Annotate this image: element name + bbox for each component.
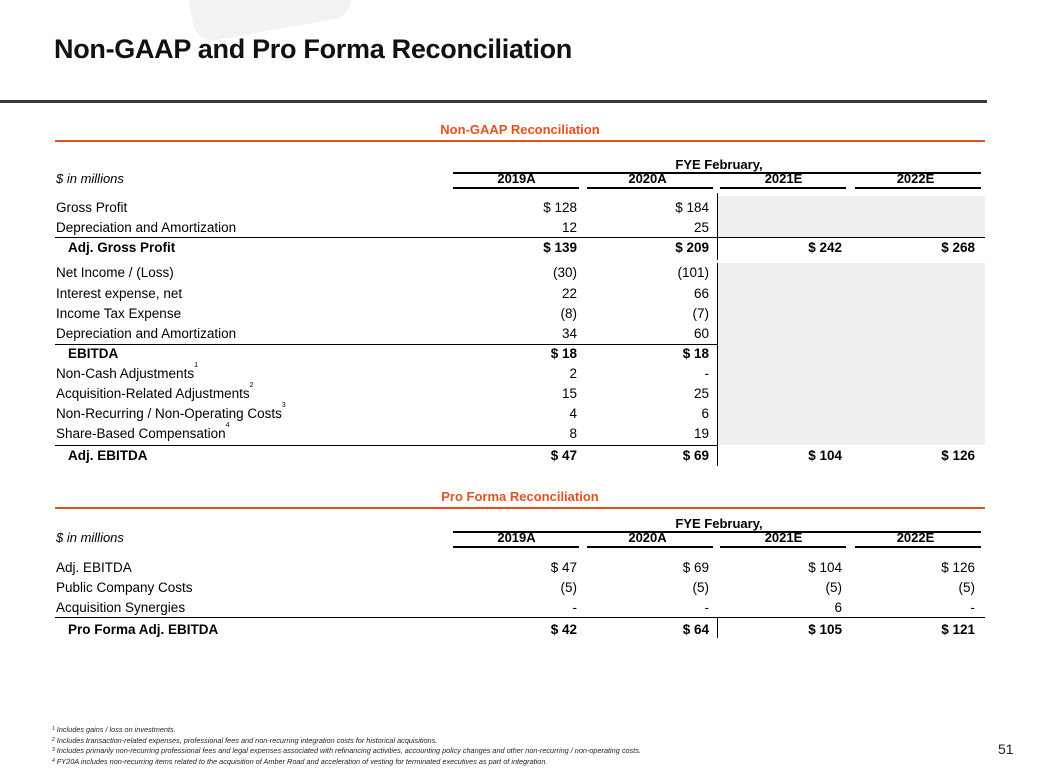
row-label <box>68 346 118 361</box>
column-header-underline <box>720 546 846 548</box>
fye-label: FYE February, <box>675 157 763 172</box>
cell-value: $ 47 <box>550 448 577 463</box>
cell-value: $ 42 <box>550 622 577 637</box>
footnote <box>52 746 641 757</box>
cell-value: $ 126 <box>941 560 975 575</box>
row-label <box>56 200 127 215</box>
row-label-text: Income Tax Expense <box>56 306 182 321</box>
row-label <box>56 265 174 280</box>
column-header-underline <box>587 546 713 548</box>
row-label-text: Non-Cash Adjustments <box>56 366 195 381</box>
cell-value: $ 126 <box>941 448 975 463</box>
cell-value: - <box>704 600 709 615</box>
row-label <box>68 240 175 255</box>
actual-estimate-divider <box>717 193 718 260</box>
cell-value: $ 18 <box>682 346 709 361</box>
row-label <box>56 286 182 301</box>
row-divider <box>55 617 985 618</box>
cell-value: $ 104 <box>808 560 842 575</box>
non_gaap-title-line <box>55 140 985 142</box>
cell-value: (101) <box>677 265 709 280</box>
cell-value: - <box>572 600 577 615</box>
row-label-text: Acquisition-Related Adjustments <box>56 386 250 401</box>
row-label <box>56 326 236 341</box>
footnote-text: Includes transaction-related expenses, professional fees and non-recurring integration costs for historical acquisitions. <box>54 735 438 745</box>
row-label-text: EBITDA <box>68 346 119 361</box>
footnote-text: Includes gains / loss on investments. <box>54 725 176 734</box>
row-label-text: Adj. EBITDA <box>56 560 132 575</box>
row-label-text: Interest expense, net <box>56 286 183 301</box>
cell-value: (5) <box>958 580 975 595</box>
page-number: 51 <box>998 741 1014 757</box>
footnote-number: 1 <box>52 726 55 732</box>
row-label-text: Net Income / (Loss) <box>56 265 174 280</box>
cell-value: 15 <box>561 386 577 401</box>
cell-value: $ 105 <box>808 622 842 637</box>
cell-value: 34 <box>561 326 577 341</box>
cell-value: (8) <box>560 306 577 321</box>
cell-value: $ 128 <box>543 200 577 215</box>
cell-value: $ 121 <box>941 622 975 637</box>
actual-estimate-divider <box>717 617 718 638</box>
cell-value: - <box>704 366 709 381</box>
cell-value: $ 64 <box>682 622 709 637</box>
row-label <box>56 402 286 421</box>
row-divider <box>55 445 718 446</box>
cell-value: 25 <box>693 386 709 401</box>
row-label-text: Adj. Gross Profit <box>68 240 176 255</box>
row-label-text: Public Company Costs <box>56 580 193 595</box>
page-title: Non-GAAP and Pro Forma Reconciliation <box>54 34 572 64</box>
actual-estimate-divider <box>717 263 718 466</box>
row-label-text: Share-Based Compensation <box>56 426 226 441</box>
footnotes <box>52 725 641 767</box>
row-label-text: Pro Forma Adj. EBITDA <box>68 622 219 637</box>
column-header-underline <box>453 187 579 189</box>
estimate-shade <box>718 263 985 445</box>
row-label <box>56 382 254 401</box>
row-label <box>56 580 193 595</box>
row-label <box>56 306 181 321</box>
cell-value: - <box>970 600 975 615</box>
title-divider <box>0 100 987 103</box>
cell-value: (5) <box>825 580 842 595</box>
column-header-underline <box>855 187 981 189</box>
cell-value: (30) <box>552 265 577 280</box>
column-header-2019A: 2019A <box>497 530 536 545</box>
row-label <box>56 220 236 235</box>
cell-value: $ 242 <box>808 240 842 255</box>
footnote-marker: 1 <box>194 362 198 369</box>
footnote-text: FY20A includes non-recurring items related to the acquisition of Amber Road and acceleration of vesting for terminated executives as part of integration. <box>54 756 548 766</box>
row-label <box>56 600 185 615</box>
row-label-text: Non-Recurring / Non-Operating Costs <box>56 406 282 421</box>
cell-value: $ 18 <box>550 346 577 361</box>
column-header-underline <box>587 187 713 189</box>
cell-value: $ 104 <box>808 448 842 463</box>
cell-value: 4 <box>569 406 577 421</box>
cell-value: $ 47 <box>550 560 577 575</box>
column-header-2020A: 2020A <box>628 171 667 186</box>
row-divider <box>55 344 718 345</box>
units-label: $ in millions <box>56 171 124 186</box>
footnote-marker: 4 <box>225 422 230 429</box>
row-label <box>56 362 198 381</box>
cell-value: (7) <box>692 306 709 321</box>
row-label <box>68 448 148 463</box>
column-header-underline <box>720 187 846 189</box>
column-header-2022E: 2022E <box>896 171 935 186</box>
footnote-text: Includes primarily non-recurring professional fees and legal expenses associated with refinancing activities, accounting policy changes and other non-recurring / non-operating costs. <box>54 746 641 755</box>
column-header-2021E: 2021E <box>764 530 803 545</box>
units-label: $ in millions <box>56 530 124 545</box>
column-header-2022E: 2022E <box>896 530 935 545</box>
cell-value: $ 209 <box>675 240 709 255</box>
row-label-text: Acquisition Synergies <box>56 600 186 615</box>
row-label <box>56 422 230 441</box>
cell-value: 12 <box>561 220 577 235</box>
cell-value: 66 <box>693 286 709 301</box>
cell-value: 6 <box>834 600 842 615</box>
cell-value: (5) <box>692 580 709 595</box>
column-header-underline <box>855 546 981 548</box>
cell-value: 25 <box>693 220 709 235</box>
footnote-marker: 2 <box>249 382 254 389</box>
row-label <box>68 622 218 637</box>
fye-label: FYE February, <box>675 516 763 531</box>
column-header-2019A: 2019A <box>497 171 536 186</box>
cell-value: 6 <box>701 406 709 421</box>
non_gaap-title: Non-GAAP Reconciliation <box>440 122 600 137</box>
cell-value: (5) <box>560 580 577 595</box>
pro_forma-title: Pro Forma Reconciliation <box>441 489 599 504</box>
cell-value: 60 <box>693 326 709 341</box>
footnote-marker: 3 <box>281 402 286 409</box>
footnote <box>52 757 641 768</box>
cell-value: $ 69 <box>682 448 709 463</box>
footnote <box>52 736 641 747</box>
footnote-number: 3 <box>52 747 55 753</box>
column-header-2020A: 2020A <box>628 530 667 545</box>
footnote-number: 4 <box>52 757 55 764</box>
pro_forma-title-line <box>55 507 985 509</box>
cell-value: $ 69 <box>682 560 709 575</box>
estimate-shade <box>718 196 985 238</box>
cell-value: 22 <box>561 286 577 301</box>
cell-value: $ 139 <box>543 240 577 255</box>
cell-value: $ 268 <box>941 240 975 255</box>
row-label-text: Gross Profit <box>56 200 128 215</box>
row-divider <box>55 237 985 238</box>
row-label-text: Depreciation and Amortization <box>56 326 237 341</box>
cell-value: $ 184 <box>675 200 709 215</box>
footnote <box>52 725 641 736</box>
column-header-underline <box>453 546 579 548</box>
cell-value: 2 <box>569 366 577 381</box>
column-header-2021E: 2021E <box>764 171 803 186</box>
cell-value: 8 <box>569 426 577 441</box>
cell-value: 19 <box>693 426 709 441</box>
row-label-text: Depreciation and Amortization <box>56 220 237 235</box>
row-label <box>56 560 132 575</box>
footnote-number: 2 <box>52 736 55 743</box>
row-label-text: Adj. EBITDA <box>68 448 148 463</box>
